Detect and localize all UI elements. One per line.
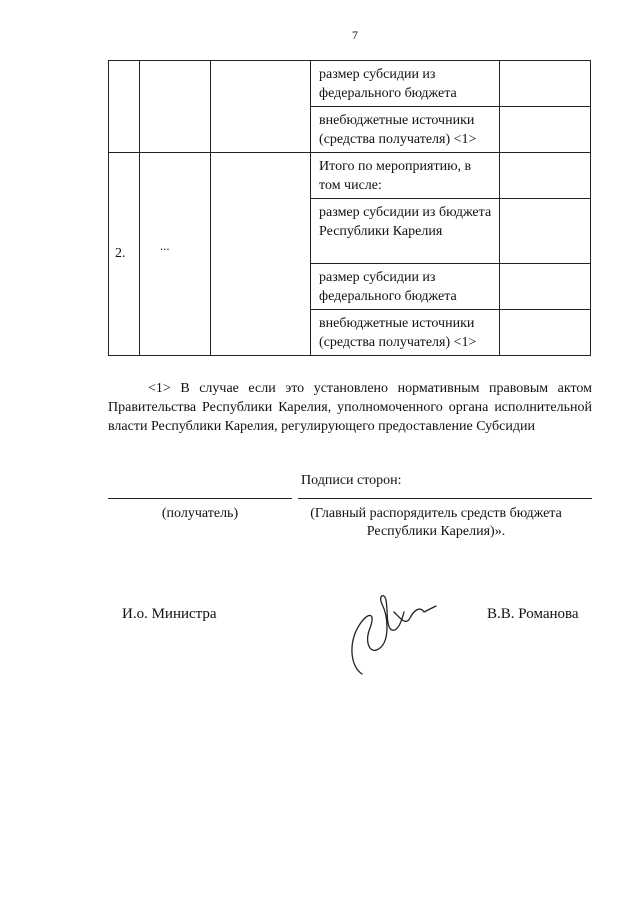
table-cell <box>499 153 590 199</box>
table-cell: размер субсидии из федерального бюджета <box>311 61 500 107</box>
budget-table <box>108 60 591 356</box>
table-cell <box>210 153 310 356</box>
row-placeholder-cell <box>139 153 210 356</box>
signer-name: В.В. Романова <box>487 606 579 622</box>
table-cell: размер субсидии из федерального бюджета <box>311 264 500 310</box>
signature-line-distributor <box>298 498 592 499</box>
acting-minister-label: И.о. Министра <box>122 606 217 622</box>
row-number-cell: 2. <box>109 153 140 356</box>
distributor-caption-line: (Главный распорядитель средств бюджета <box>310 506 562 521</box>
page-number: 7 <box>352 28 358 42</box>
table-cell <box>499 264 590 310</box>
table-cell: размер субсидии из бюджета Республики Карелия <box>311 199 500 264</box>
handwritten-signature <box>340 582 440 682</box>
table-cell <box>109 61 140 153</box>
table-cell <box>499 61 590 107</box>
table-row <box>109 153 591 199</box>
table-cell: Итого по мероприятию, в том числе: <box>311 153 500 199</box>
table-cell <box>499 310 590 356</box>
table-cell: внебюджетные источники (средства получателя) <1> <box>311 310 500 356</box>
recipient-caption: (получатель) <box>161 506 239 521</box>
table-cell <box>499 199 590 264</box>
table-cell <box>139 61 210 153</box>
table-row <box>109 61 591 107</box>
distributor-caption-line: Республики Карелия)». <box>366 524 506 539</box>
table-cell <box>210 61 310 153</box>
signature-line-recipient <box>108 498 292 499</box>
table-cell <box>499 107 590 153</box>
footnote-text: <1> В случае если это установлено нормативным правовым актом Правительства Республики Карелия, уполномоченного органа исполнительной власти Республики Карелия, регулирующего предоставление Субсидии <box>108 381 592 434</box>
signatures-heading: Подписи сторон: <box>301 473 402 488</box>
distributor-caption <box>286 505 586 541</box>
placeholder-ellipsis: ... <box>159 238 170 253</box>
table-cell: внебюджетные источники (средства получателя) <1> <box>311 107 500 153</box>
